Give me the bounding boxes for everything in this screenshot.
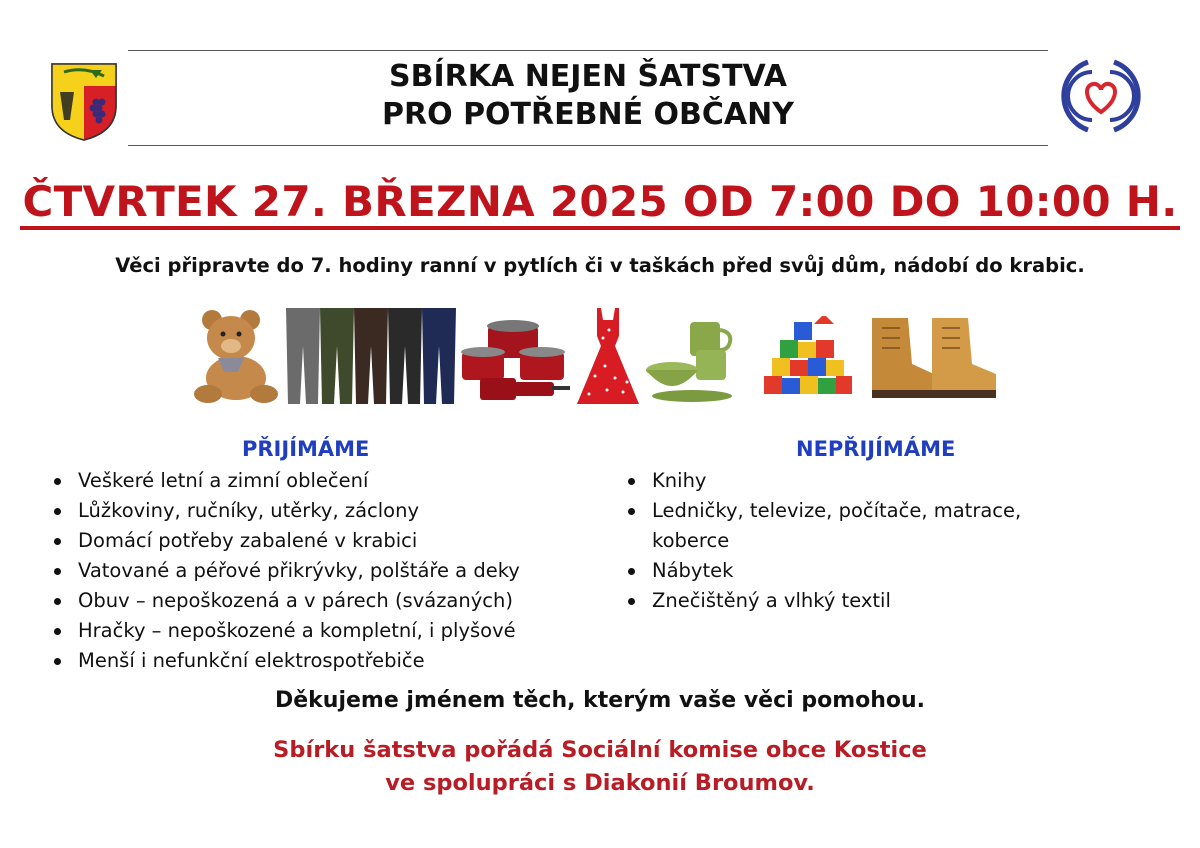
list-item: Vatované a péřové přikrývky, polštáře a deky — [52, 556, 612, 586]
header-top-rule — [128, 50, 1048, 51]
cups-and-bowls-icon — [646, 322, 738, 402]
preparation-instruction: Věci připravte do 7. hodiny ranní v pytlích či v taškách před svůj dům, nádobí do krabic. — [115, 254, 1085, 277]
list-item: Veškeré letní a zimní oblečení — [52, 466, 612, 496]
list-item: Znečištěný a vlhký textil — [626, 586, 1096, 616]
thanks-message: Děkujeme jménem těch, kterým vaše věci pomohou. — [274, 688, 926, 713]
trousers-icon — [286, 306, 456, 406]
organizer-line-1: Sbírku šatstva pořádá Sociální komise obce Kostice — [273, 737, 927, 763]
toy-blocks-icon — [760, 316, 856, 402]
list-item: Nábytek — [626, 556, 1096, 586]
diakonie-heart-logo-icon — [1058, 54, 1144, 138]
page-title — [128, 58, 1048, 134]
coat-of-arms-icon — [50, 62, 118, 142]
cookware-pots-icon — [458, 312, 570, 404]
accepted-list — [52, 466, 612, 676]
list-item: Hračky – nepoškozené a kompletní, i plyšové — [52, 616, 612, 646]
red-dress-icon — [575, 306, 641, 406]
event-date-time — [0, 176, 1200, 228]
not-accepted-list — [626, 466, 1096, 616]
organizer-line-2: ve spolupráci s Diakonií Broumov. — [385, 770, 815, 796]
list-item: Lůžkoviny, ručníky, utěrky, záclony — [52, 496, 612, 526]
list-item: Domácí potřeby zabalené v krabici — [52, 526, 612, 556]
list-item: Menší i nefunkční elektrospotřebiče — [52, 646, 612, 676]
teddy-bear-icon — [190, 306, 282, 406]
event-date-text: ČTVRTEK 27. BŘEZNA 2025 OD 7:00 DO 10:00 H. — [20, 177, 1179, 230]
organizer-note — [0, 734, 1200, 800]
list-item: Obuv – nepoškozená a v párech (svázaných) — [52, 586, 612, 616]
title-line-1: SBÍRKA NEJEN ŠATSTVA — [389, 59, 787, 94]
list-item: Knihy — [626, 466, 1096, 496]
header-bottom-rule — [128, 145, 1048, 146]
illustrations-row — [190, 306, 1010, 406]
boots-icon — [868, 314, 1000, 402]
accepted-title: PŘIJÍMÁME — [242, 437, 370, 461]
not-accepted-title: NEPŘIJÍMÁME — [796, 437, 956, 461]
title-line-2: PRO POTŘEBNÉ OBČANY — [382, 97, 794, 132]
list-item: Ledničky, televize, počítače, matrace, koberce — [626, 496, 1096, 556]
